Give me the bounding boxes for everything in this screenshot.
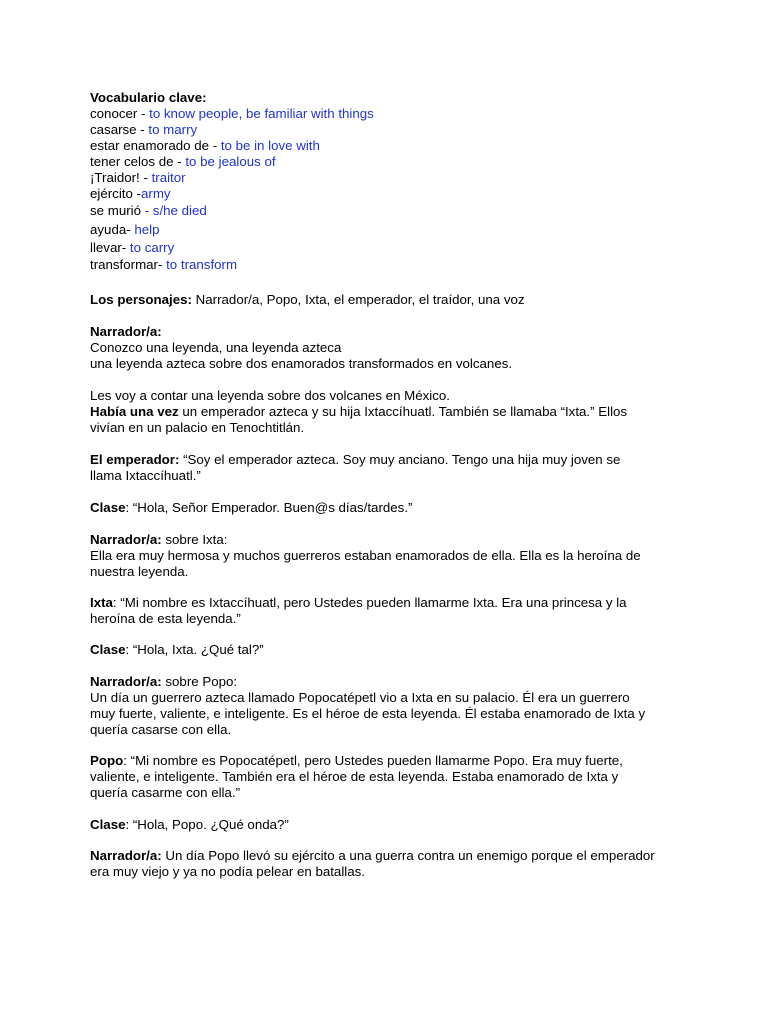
vocab-translation: army xyxy=(141,186,171,201)
speaker-label: Clase xyxy=(90,500,126,515)
vocab-translation: traitor xyxy=(151,170,186,185)
vocab-translation: - s/he died xyxy=(144,203,207,218)
vocab-item: ¡Traidor! - traitor xyxy=(90,170,186,185)
vocab-item: ayuda- help xyxy=(90,222,160,237)
narrator-paragraph: Narrador/a: Conozco una leyenda, una leyenda azteca una leyenda azteca sobre dos enamorados transformados en volcanes. xyxy=(90,324,690,372)
vocab-item: llevar- to carry xyxy=(90,240,175,255)
speaker-label: Popo xyxy=(90,753,124,768)
emperor-paragraph: El emperador: “Soy el emperador azteca. Soy muy anciano. Tengo una hija muy joven se llama Ixtaccíhuatl.” xyxy=(90,452,621,483)
class-paragraph: Clase: “Hola, Señor Emperador. Buen@s días/tardes.” xyxy=(90,500,413,515)
vocab-heading: Vocabulario clave: xyxy=(90,90,207,105)
class-paragraph: Clase: “Hola, Ixta. ¿Qué tal?” xyxy=(90,642,264,657)
vocab-item: casarse - to marry xyxy=(90,122,198,137)
vocab-item: se murió - s/he died xyxy=(90,203,207,218)
vocab-section-continued xyxy=(90,203,690,219)
vocab-translation: to marry xyxy=(148,122,198,137)
narrator-paragraph: Narrador/a: Un día Popo llevó su ejército a una guerra contra un enemigo porque el emperador era muy viejo y ya no podía pelear en batallas. xyxy=(90,848,655,879)
characters-paragraph xyxy=(90,292,690,308)
vocab-item: tener celos de - to be jealous of xyxy=(90,154,276,169)
vocab-translation: to be jealous of xyxy=(185,154,276,169)
vocab-item: ejército -army xyxy=(90,186,171,201)
speaker-label: Narrador/a: xyxy=(90,674,162,689)
narrator-paragraph: Narrador/a: sobre Ixta: Ella era muy hermosa y muchos guerreros estaban enamorados de ella. Ella es la heroína de nuestra leyenda. xyxy=(90,532,641,579)
vocab-translation: to carry xyxy=(129,240,175,255)
speaker-label: Ixta xyxy=(90,595,113,610)
speaker-label: Clase xyxy=(90,642,126,657)
speaker-label: El emperador: xyxy=(90,452,180,467)
vocab-translation: help xyxy=(134,222,160,237)
class-paragraph: Clase: “Hola, Popo. ¿Qué onda?” xyxy=(90,817,289,832)
speaker-label: Narrador/a: xyxy=(90,532,162,547)
vocab-section-continued xyxy=(90,222,690,273)
vocab-translation: to be in love with xyxy=(220,138,320,153)
popo-paragraph: Popo: “Mi nombre es Popocatépetl, pero Ustedes pueden llamarme Popo. Era muy fuerte, valiente, e inteligente. También era el héroe de esta leyenda. Estaba enamorado de Ixta y quería casarme con ella.” xyxy=(90,753,623,800)
ixta-paragraph: Ixta: “Mi nombre es Ixtaccíhuatl, pero Ustedes pueden llamarme Ixta. Era una princesa y la heroína de esta leyenda.” xyxy=(90,595,627,626)
vocab-item: conocer - to know people, be familiar with things xyxy=(90,106,374,121)
speaker-label: Narrador/a: xyxy=(90,848,162,863)
vocab-translation: to know people, be familiar with things xyxy=(149,106,374,121)
vocab-item: estar enamorado de - to be in love with xyxy=(90,138,320,153)
characters-label: Los personajes: xyxy=(90,292,192,307)
narrator-paragraph: Les voy a contar una leyenda sobre dos volcanes en México. Había una vez un emperador azteca y su hija Ixtaccíhuatl. También se llamaba “Ixta.” Ellos vivían en un palacio en Tenochtitlán. xyxy=(90,388,628,435)
speaker-label: Narrador/a: xyxy=(90,324,162,339)
speaker-label: Clase xyxy=(90,817,126,832)
vocab-item: transformar- to transform xyxy=(90,257,238,272)
vocab-section xyxy=(90,90,690,202)
narrator-paragraph: Narrador/a: sobre Popo: Un día un guerrero azteca llamado Popocatépetl vio a Ixta en su palacio. Él era un guerrero muy fuerte, valiente, e inteligente. Es el héroe de esta leyenda. Él estaba enamorado de Ixta y quería casarse con ella. xyxy=(90,674,646,737)
vocab-translation: to transform xyxy=(166,257,238,272)
characters-list: Narrador/a, Popo, Ixta, el emperador, el traídor, una voz xyxy=(191,292,525,307)
